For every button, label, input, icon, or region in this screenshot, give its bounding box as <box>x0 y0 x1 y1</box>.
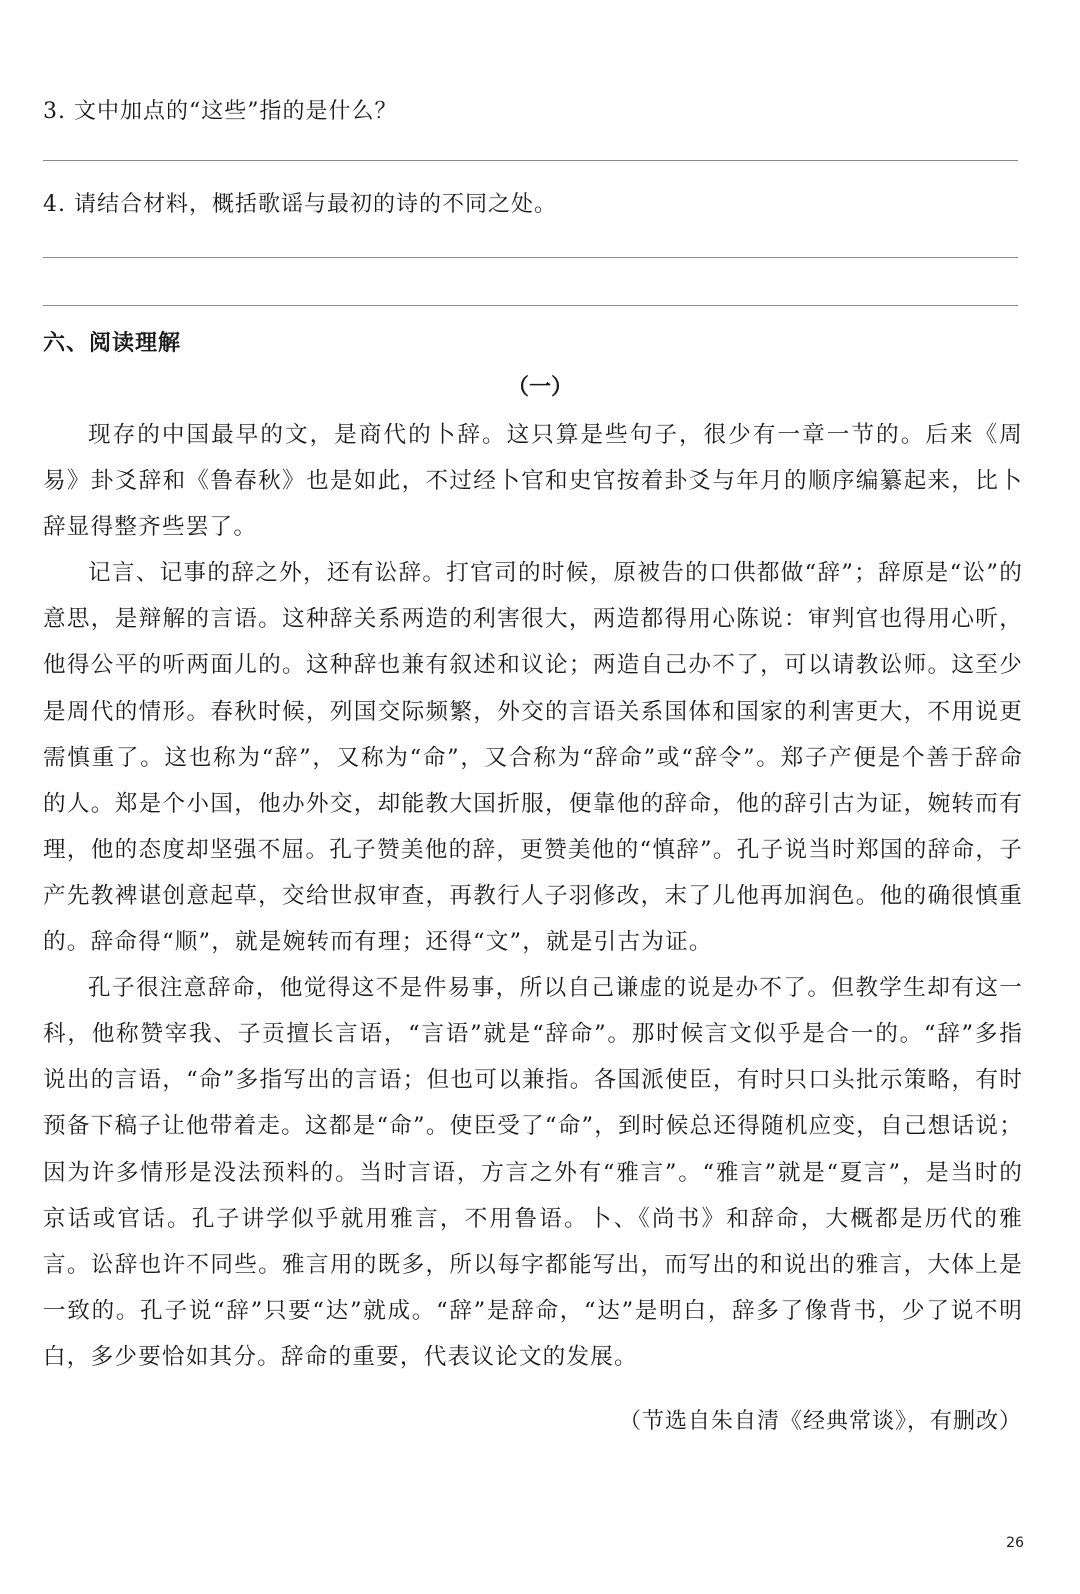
question-3: 3. 文中加点的“这些”指的是什么？ <box>43 99 398 124</box>
passage-number: （一） <box>506 375 573 400</box>
paragraph: 现存的中国最早的文，是商代的卜辞。这只算是些句子，很少有一章一节的。后来《周易》卦爻辞和《鲁春秋》也是如此，不过经卜官和史官按着卦爻与年月的顺序编纂起来，比卜辞显得整齐些罢了。 <box>43 422 1023 541</box>
answer-line <box>43 160 1018 161</box>
question-4: 4. 请结合材料，概括歌谣与最初的诗的不同之处。 <box>43 192 557 217</box>
source-citation: （节选自朱自清《经典常谈》，有删改） <box>618 1409 1022 1434</box>
section-heading: 六、阅读理解 <box>43 331 182 356</box>
paragraph: 记言、记事的辞之外，还有讼辞。打官司的时候，原被告的口供都做“辞”；辞原是“讼”的意思，是辩解的言语。这种辞关系两造的利害很大，两造都得用心陈说：审判官也得用心听，他得公平的听两面儿的。这种辞也兼有叙述和议论；两造自己办不了，可以请教讼师。这至少是周代的情形。春秋时候，列国交际频繁，外交的言语关系国体和国家的利害更大，不用说更需慎重了。这也称为“辞”，又称为“命”，又合称为“辞命”或“辞令”。郑子产便是个善于辞命的人。郑是个小国，他办外交，却能教大国折服，便靠他的辞命，他的辞引古为证，婉转而有理，他的态度却坚强不屈。孔子赞美他的辞，更赞美他的“慎辞”。孔子说当时郑国的辞命，子产先教裨谌创意起草，交给世叔审查，再教行人子羽修改，末了儿他再加润色。他的确很慎重的。辞命得“顺”，就是婉转而有理；还得“文”，就是引古为证。 <box>43 560 1023 956</box>
answer-line <box>43 305 1018 306</box>
passage-body <box>43 412 1023 1380</box>
page-number: 26 <box>1006 1535 1024 1551</box>
answer-line <box>43 257 1018 258</box>
paragraph: 孔子很注意辞命，他觉得这不是件易事，所以自己谦虚的说是办不了。但教学生却有这一科，他称赞宰我、子贡擅长言语，“言语”就是“辞命”。那时候言文似乎是合一的。“辞”多指说出的言语，“命”多指写出的言语；但也可以兼指。各国派使臣，有时只口头批示策略，有时预备下稿子让他带着走。这都是“命”。使臣受了“命”，到时候总还得随机应变，自己想话说；因为许多情形是没法预料的。当时言语，方言之外有“雅言”。“雅言”就是“夏言”，是当时的京话或官话。孔子讲学似乎就用雅言，不用鲁语。卜、《尚书》和辞命，大概都是历代的雅言。讼辞也许不同些。雅言用的既多，所以每字都能写出，而写出的和说出的雅言，大体上是一致的。孔子说“辞”只要“达”就成。“辞”是辞命，“达”是明白，辞多了像背书，少了说不明白，多少要恰如其分。辞命的重要，代表议论文的发展。 <box>43 975 1023 1370</box>
